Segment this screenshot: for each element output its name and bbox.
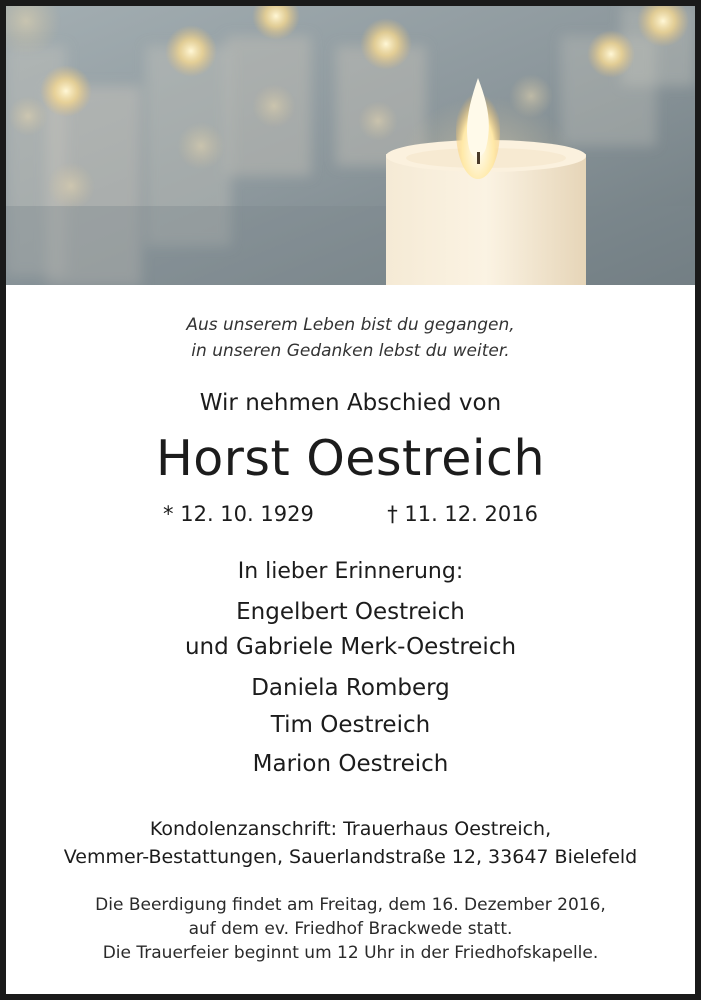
quote-line-2: in unseren Gedanken lebst du weiter. (191, 341, 510, 361)
family-member: Engelbert Oestreich (236, 599, 465, 625)
family-member: Marion Oestreich (252, 751, 449, 777)
memory-heading: In lieber Erinnerung: (237, 559, 464, 584)
family-member: und Gabriele Merk-Oestreich (184, 634, 517, 660)
funeral-info-line-1: Die Beerdigung findet am Freitag, dem 16. Dezember 2016, (95, 895, 606, 915)
birth-date: * 12. 10. 1929 (163, 502, 314, 526)
funeral-info-line-3: Die Trauerfeier beginnt um 12 Uhr in der Friedhofskapelle. (102, 943, 599, 963)
quote-line-1: Aus unserem Leben bist du gegangen, (186, 315, 515, 335)
intro-text: Wir nehmen Abschied von (199, 390, 502, 416)
funeral-info-line-2: auf dem ev. Friedhof Brackwede statt. (188, 919, 513, 939)
family-member: Tim Oestreich (270, 712, 431, 738)
life-dates (6, 502, 695, 526)
deceased-name: Horst Oestreich (155, 430, 546, 487)
candle-photo (6, 6, 695, 285)
family-member: Daniela Romberg (251, 675, 450, 701)
death-date: † 11. 12. 2016 (387, 502, 538, 526)
condolence-address-line-2: Vemmer-Bestattungen, Sauerlandstraße 12, 33647 Bielefeld (63, 846, 638, 868)
condolence-address-line-1: Kondolenzanschrift: Trauerhaus Oestreich, (149, 818, 552, 840)
